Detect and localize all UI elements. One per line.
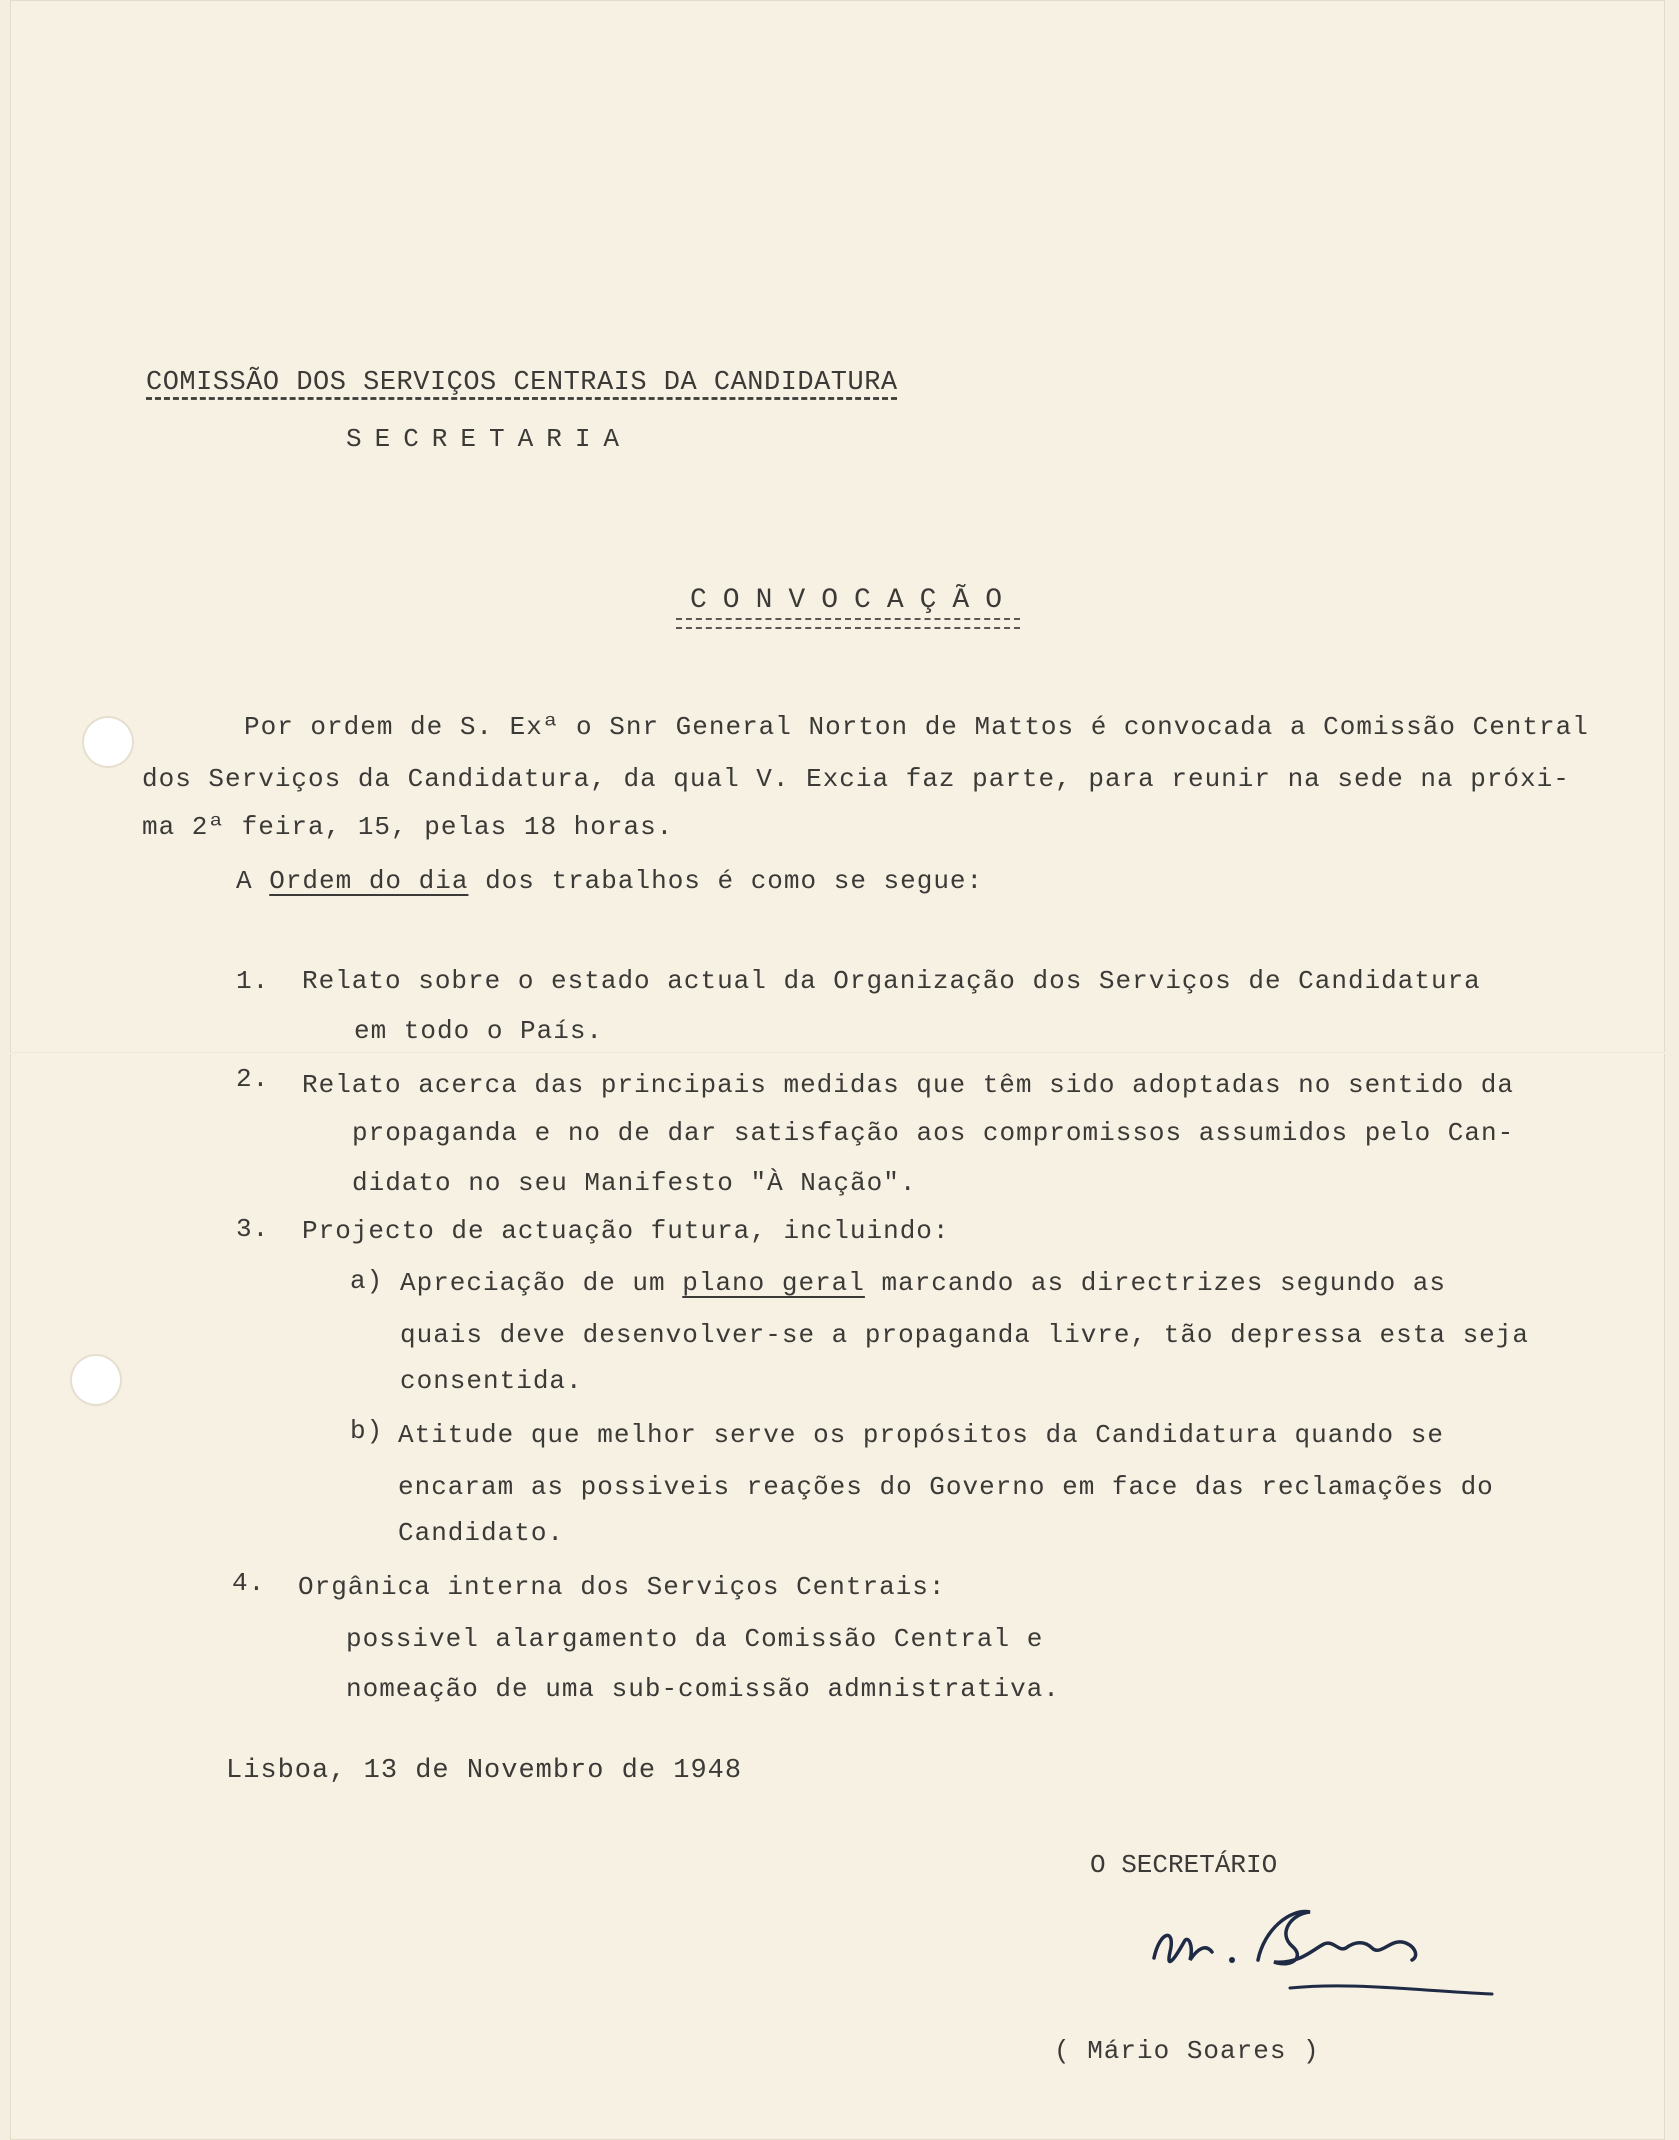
agenda-prefix: A <box>236 866 253 896</box>
item-3a-label: a) <box>350 1266 384 1296</box>
intro-line-2: dos Serviços da Candidatura, da qual V. Excia faz parte, para reunir na sede na próxi- <box>142 764 1570 794</box>
item-3b-line-3: Candidato. <box>398 1518 565 1548</box>
item-3a-line-3: consentida. <box>400 1366 583 1396</box>
commission-heading: COMISSÃO DOS SERVIÇOS CENTRAIS DA CANDIDATURA <box>146 368 898 398</box>
punch-hole-top <box>84 718 132 766</box>
item-4-number: 4. <box>232 1568 266 1598</box>
secretary-name: ( Mário Soares ) <box>1054 2036 1320 2066</box>
item-4-line-3: nomeação de uma sub-comissão admnistrativa. <box>346 1674 1060 1704</box>
agenda-underlined: Ordem do dia <box>269 866 469 896</box>
intro-line-3: ma 2ª feira, 15, pelas 18 horas. <box>142 812 674 842</box>
department-heading: SECRETARIA <box>346 424 633 454</box>
title-double-underline <box>676 618 1020 629</box>
handwritten-signature <box>1140 1890 1500 2020</box>
item-3b-line-2: encaram as possiveis reações do Governo em face das reclamações do <box>398 1472 1494 1502</box>
item-1-line-1: Relato sobre o estado actual da Organização dos Serviços de Candidatura <box>302 966 1481 996</box>
item-3a-suffix: marcando as directrizes segundo as <box>881 1268 1446 1298</box>
punch-hole-bottom <box>72 1356 120 1404</box>
item-2-line-1: Relato acerca das principais medidas que têm sido adoptadas no sentido da <box>302 1070 1514 1100</box>
document-title: CONVOCAÇÃO <box>690 585 1019 616</box>
place-date: Lisboa, 13 de Novembro de 1948 <box>226 1756 743 1786</box>
item-2-line-2: propaganda e no de dar satisfação aos compromissos assumidos pelo Can- <box>352 1118 1515 1148</box>
item-3a-prefix: Apreciação de um <box>400 1268 666 1298</box>
item-2-number: 2. <box>236 1064 270 1094</box>
item-4-line-2: possivel alargamento da Comissão Central e <box>346 1624 1044 1654</box>
item-3a-underlined: plano geral <box>682 1268 865 1298</box>
secretary-role: O SECRETÁRIO <box>1090 1850 1278 1880</box>
intro-line-1: Por ordem de S. Exª o Snr General Norton de Mattos é convocada a Comissão Central <box>244 712 1589 742</box>
agenda-intro <box>236 866 983 896</box>
item-4-line-1: Orgânica interna dos Serviços Centrais: <box>298 1572 946 1602</box>
paper-fold <box>10 1052 1665 1054</box>
item-1-number: 1. <box>236 966 270 996</box>
item-3b-label: b) <box>350 1416 384 1446</box>
item-3a-line-1 <box>400 1268 1446 1298</box>
item-2-line-3: didato no seu Manifesto "À Nação". <box>352 1168 917 1198</box>
item-3a-line-2: quais deve desenvolver-se a propaganda livre, tão depressa esta seja <box>400 1320 1529 1350</box>
item-1-line-2: em todo o País. <box>354 1016 604 1046</box>
item-3-number: 3. <box>236 1214 270 1244</box>
item-3-line-1: Projecto de actuação futura, incluindo: <box>302 1216 950 1246</box>
agenda-suffix: dos trabalhos é como se segue: <box>485 866 984 896</box>
item-3b-line-1: Atitude que melhor serve os propósitos da Candidatura quando se <box>398 1420 1444 1450</box>
